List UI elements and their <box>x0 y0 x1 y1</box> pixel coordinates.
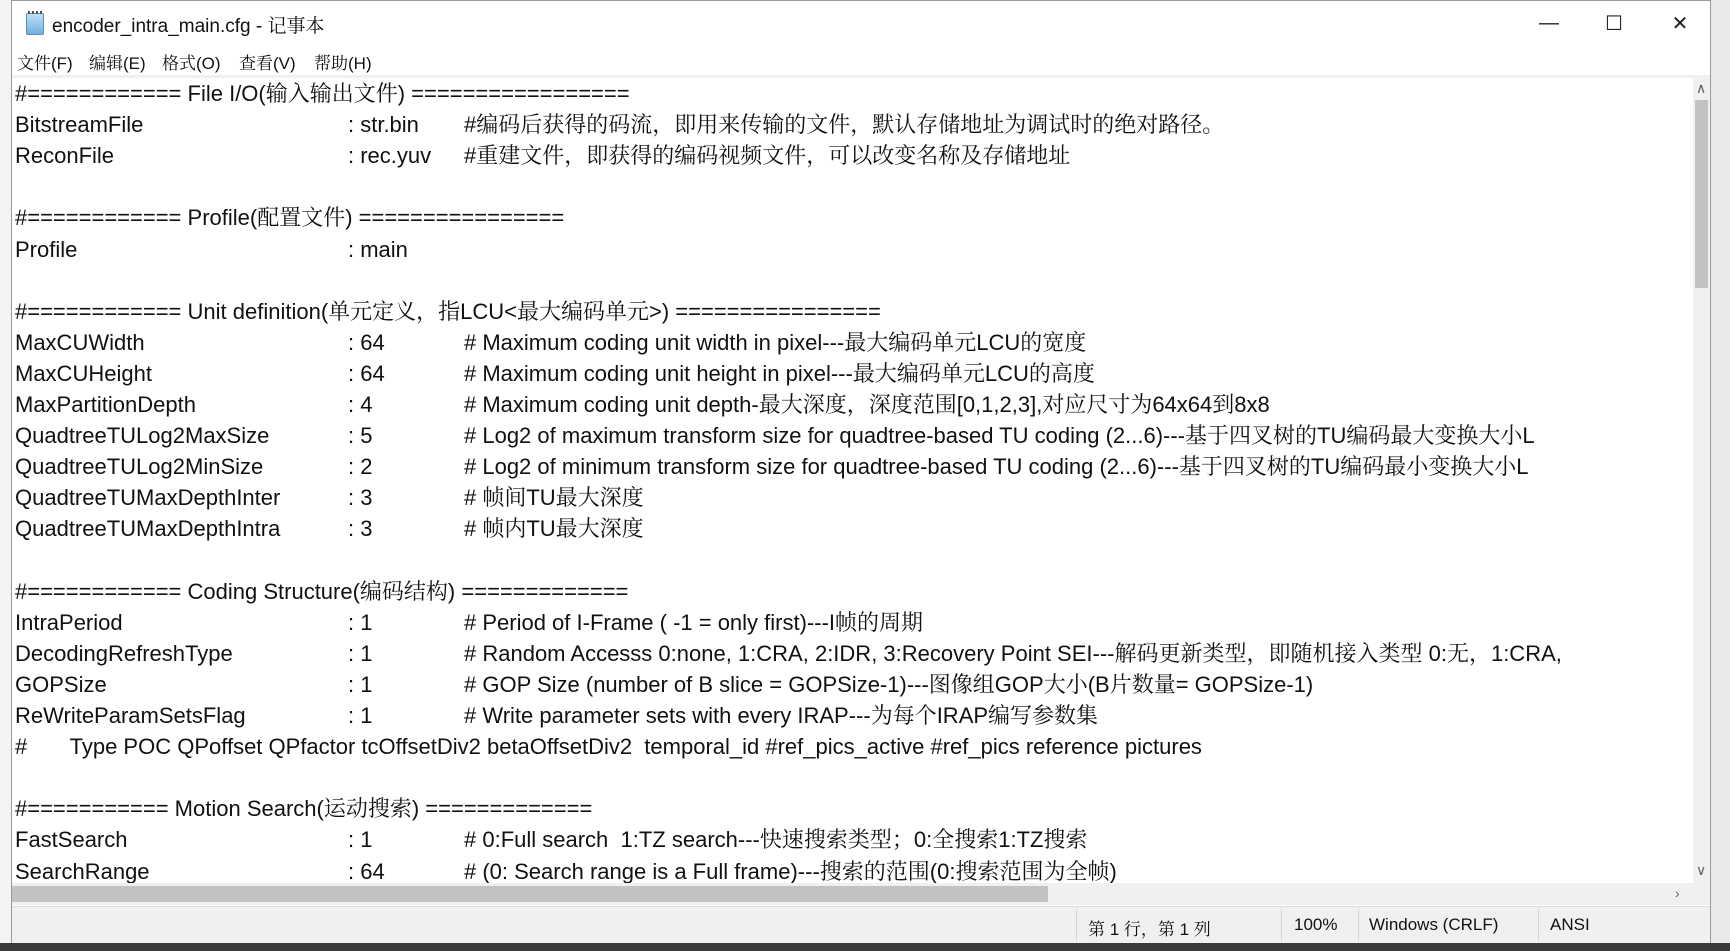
scroll-up-icon[interactable]: ∧ <box>1696 80 1707 96</box>
scrollbar-corner <box>1693 883 1710 905</box>
config-comment: #重建文件，即获得的编码视频文件，可以改变名称及存储地址 <box>464 143 1071 169</box>
status-bar <box>12 906 1710 943</box>
status-divider <box>1076 909 1077 941</box>
config-comment: # 帧间TU最大深度 <box>464 485 644 511</box>
config-key: MaxCUHeight <box>15 360 152 386</box>
config-key: MaxCUWidth <box>15 329 145 355</box>
config-value: : 5 <box>348 423 373 449</box>
status-divider <box>1281 909 1282 941</box>
config-value: : 1 <box>348 609 373 635</box>
config-key: QuadtreeTUMaxDepthIntra <box>15 516 281 542</box>
config-comment: # Maximum coding unit height in pixel---最大编码单元LCU的高度 <box>464 360 1095 386</box>
text-editor[interactable] <box>12 78 1693 883</box>
config-value: : 3 <box>348 516 373 542</box>
vertical-scrollbar[interactable] <box>1693 78 1710 883</box>
vertical-scroll-thumb[interactable] <box>1695 100 1708 288</box>
config-comment: # Log2 of minimum transform size for quadtree-based TU coding (2...6)---基于四叉树的TU编码最小变换大小L <box>464 454 1529 480</box>
config-key: ReconFile <box>15 143 115 169</box>
config-comment: # GOP Size (number of B slice = GOPSize-1)---图像组GOP大小(B片数量= GOPSize-1) <box>464 671 1314 697</box>
config-value: : rec.yuv <box>348 143 432 169</box>
config-key: IntraPeriod <box>15 609 123 635</box>
menu-format[interactable]: 格式(O) <box>162 54 221 73</box>
config-comment: # Maximum coding unit depth-最大深度，深度范围[0,1,2,3],对应尺寸为64x64到8x8 <box>464 392 1270 417</box>
config-comment: # Write parameter sets with every IRAP---为每个IRAP编写参数集 <box>464 703 1099 728</box>
status-divider <box>1358 909 1359 941</box>
config-comment: # (0: Search range is a Full frame)---搜索的范围(0:搜索范围为全帧) <box>464 858 1117 883</box>
desktop-background <box>0 0 11 951</box>
close-button[interactable]: ✕ <box>1671 12 1689 35</box>
title-bar[interactable] <box>12 1 1710 45</box>
text-line: #============ Coding Structure(编码结构) ============= <box>15 578 629 604</box>
config-comment: # 0:Full search 1:TZ search---快速搜索类型；0:全搜索1:TZ搜索 <box>464 827 1088 853</box>
menu-view[interactable]: 查看(V) <box>239 54 296 73</box>
horizontal-scroll-thumb[interactable] <box>12 886 1048 902</box>
status-divider <box>1538 909 1539 941</box>
config-value: : 4 <box>348 392 373 417</box>
menu-file[interactable]: 文件(F) <box>17 54 73 73</box>
encoding: ANSI <box>1550 915 1590 934</box>
config-value: : main <box>348 236 408 262</box>
horizontal-scrollbar[interactable] <box>12 883 1693 905</box>
config-value: : 2 <box>348 454 373 480</box>
text-line: #============ File I/O(输入输出文件) ================= <box>15 81 630 106</box>
text-line: # Type POC QPoffset QPfactor tcOffsetDiv2 betaOffsetDiv2 temporal_id #ref_pics_active #ref_pics reference pictures <box>15 734 1202 760</box>
config-key: QuadtreeTUMaxDepthInter <box>15 485 281 511</box>
config-key: QuadtreeTULog2MaxSize <box>15 423 270 449</box>
config-key: SearchRange <box>15 858 150 883</box>
config-key: BitstreamFile <box>15 112 144 138</box>
window-title: encoder_intra_main.cfg - 记事本 <box>52 16 325 37</box>
config-value: : 1 <box>348 827 373 853</box>
config-value: : 64 <box>348 329 385 355</box>
config-key: GOPSize <box>15 671 107 697</box>
line-ending: Windows (CRLF) <box>1369 915 1499 934</box>
notepad-window <box>11 0 1711 943</box>
config-key: QuadtreeTULog2MinSize <box>15 454 264 480</box>
text-line: #============ Unit definition(单元定义，指LCU<最大编码单元>) ================ <box>15 298 881 324</box>
menu-help[interactable]: 帮助(H) <box>314 54 372 73</box>
config-value: : 3 <box>348 485 373 511</box>
minimize-button[interactable]: — <box>1539 11 1559 34</box>
config-comment: # Random Accesss 0:none, 1:CRA, 2:IDR, 3:Recovery Point SEI---解码更新类型，即随机接入类型 0:无，1:CRA, <box>464 640 1562 666</box>
scroll-right-icon[interactable]: › <box>1675 885 1680 901</box>
cursor-position: 第 1 行，第 1 列 <box>1088 920 1211 939</box>
config-value: : 1 <box>348 671 373 697</box>
config-comment: # Maximum coding unit width in pixel---最大编码单元LCU的宽度 <box>464 329 1087 355</box>
config-value: : 64 <box>348 858 385 883</box>
text-line: #=========== Motion Search(运动搜索) ============= <box>15 796 593 822</box>
menu-edit[interactable]: 编辑(E) <box>89 54 146 73</box>
scroll-down-icon[interactable]: ∨ <box>1696 862 1707 878</box>
text-line: #============ Profile(配置文件) ================ <box>15 205 565 231</box>
menu-bar <box>12 45 1710 75</box>
config-key: Profile <box>15 236 78 262</box>
config-value: : 1 <box>348 640 373 666</box>
config-key: DecodingRefreshType <box>15 640 233 666</box>
notepad-icon <box>26 13 44 35</box>
config-key: FastSearch <box>15 827 128 853</box>
config-value: : str.bin <box>348 112 419 138</box>
config-key: MaxPartitionDepth <box>15 392 196 417</box>
zoom-level: 100% <box>1294 915 1338 934</box>
taskbar-background <box>0 943 1730 951</box>
config-comment: # 帧内TU最大深度 <box>464 516 644 542</box>
config-value: : 1 <box>348 703 373 728</box>
maximize-button[interactable]: ☐ <box>1605 12 1623 35</box>
config-value: : 64 <box>348 360 385 386</box>
config-comment: # Period of I-Frame ( -1 = only first)---I帧的周期 <box>464 609 924 635</box>
config-comment: # Log2 of maximum transform size for quadtree-based TU coding (2...6)---基于四叉树的TU编码最大变换大小L <box>464 423 1535 449</box>
config-comment: #编码后获得的码流，即用来传输的文件，默认存储地址为调试时的绝对路径。 <box>464 112 1225 138</box>
config-key: ReWriteParamSetsFlag <box>15 703 246 728</box>
